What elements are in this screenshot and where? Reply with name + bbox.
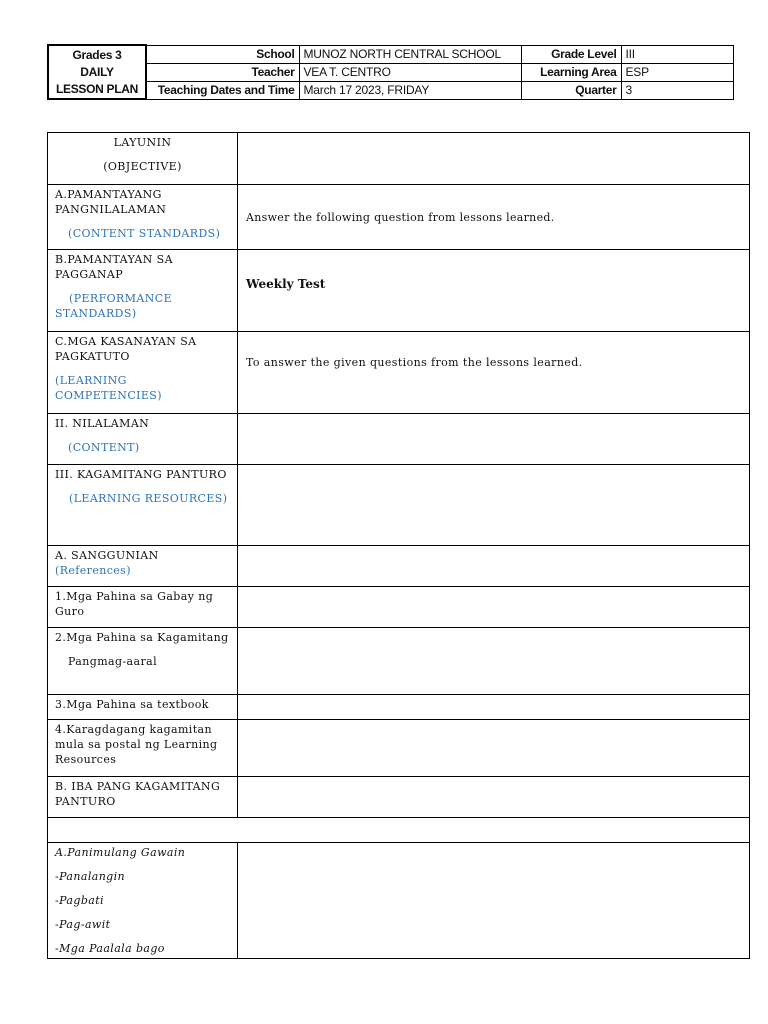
table-row: [48, 843, 750, 959]
textbook-value: [238, 695, 750, 720]
resources-subtitle: (LEARNING RESOURCES): [69, 492, 228, 505]
content-cell: [48, 414, 238, 465]
quarter-label: Quarter: [521, 81, 621, 99]
grade-level-value: III: [621, 45, 733, 63]
table-row: [48, 185, 750, 250]
teacher-value: VEA T. CENTRO: [299, 63, 521, 81]
school-label: School: [146, 45, 299, 63]
kagamitan-value: [238, 628, 750, 695]
resources-cell: [48, 465, 238, 546]
kagamitan-title: 2.Mga Pahina sa Kagamitang: [55, 631, 229, 644]
content-subtitle: (CONTENT): [68, 441, 140, 454]
panimulang-item: -Pagbati: [55, 894, 104, 907]
kagamitan-subtitle: Pangmag-aaral: [68, 655, 157, 668]
table-row: [48, 465, 750, 546]
lesson-plan-table: [47, 132, 750, 959]
karagdagang-title: 4.Karagdagang kagamitan mula sa postal ng Learning Resources: [55, 723, 218, 766]
table-row: [48, 628, 750, 695]
references-title: A. SANGGUNIAN: [55, 549, 159, 562]
content-value: [238, 414, 750, 465]
table-row: [48, 587, 750, 628]
quarter-value: 3: [621, 81, 733, 99]
table-row: [48, 133, 750, 185]
table-row: [48, 414, 750, 465]
learning-area-value: ESP: [621, 63, 733, 81]
table-row: [48, 250, 750, 332]
objective-cell: [48, 133, 238, 185]
panimulang-value: [238, 843, 750, 959]
karagdagang-cell: [48, 720, 238, 777]
table-row: [48, 720, 750, 777]
table-row: [48, 332, 750, 414]
content-standards-cell: [48, 185, 238, 250]
objective-subtitle: (OBJECTIVE): [103, 160, 182, 173]
content-standards-title: A.PAMANTAYANG PANGNILALAMAN: [55, 188, 167, 216]
panimulang-cell: [48, 843, 238, 959]
teacher-label: Teacher: [146, 63, 299, 81]
guro-cell: [48, 587, 238, 628]
resources-title: III. KAGAMITANG PANTURO: [55, 468, 227, 481]
competencies-subtitle: (LEARNING COMPETENCIES): [55, 374, 162, 402]
competencies-value: To answer the given questions from the lessons learned.: [238, 332, 750, 414]
panimulang-title: A.Panimulang Gawain: [55, 846, 186, 859]
content-standards-subtitle: (CONTENT STANDARDS): [68, 227, 221, 240]
performance-standards-value: Weekly Test: [246, 277, 326, 291]
table-row: [48, 546, 750, 587]
textbook-cell: [48, 695, 238, 720]
competencies-title: C.MGA KASANAYAN SA PAGKATUTO: [55, 335, 197, 363]
objective-value: [238, 133, 750, 185]
references-cell: [48, 546, 238, 587]
objective-title: LAYUNIN: [113, 136, 172, 149]
learning-area-label: Learning Area: [521, 63, 621, 81]
references-subtitle: (References): [55, 564, 131, 577]
spacer-row: [48, 818, 750, 843]
competencies-cell: [48, 332, 238, 414]
performance-standards-cell: [48, 250, 238, 332]
teaching-dates-label: Teaching Dates and Time: [146, 81, 299, 99]
content-standards-value: Answer the following question from lessons learned.: [238, 185, 750, 250]
panimulang-item: -Panalangin: [55, 870, 126, 883]
content-title: II. NILALAMAN: [55, 417, 150, 430]
references-value: [238, 546, 750, 587]
textbook-title: 3.Mga Pahina sa textbook: [55, 698, 209, 711]
panimulang-item: -Mga Paalala bago: [55, 942, 165, 955]
guro-value: [238, 587, 750, 628]
grade-level-label: Grade Level: [521, 45, 621, 63]
lesson-plan-title: Grades 3 DAILY LESSON PLAN: [48, 45, 146, 99]
school-value: MUNOZ NORTH CENTRAL SCHOOL: [299, 45, 521, 63]
guro-title: 1.Mga Pahina sa Gabay ng Guro: [55, 590, 214, 618]
iba-pang-title: B. IBA PANG KAGAMITANG PANTURO: [55, 780, 221, 808]
table-row: [48, 777, 750, 818]
panimulang-item: -Pag-awit: [55, 918, 111, 931]
karagdagang-value: [238, 720, 750, 777]
performance-standards-value-cell: [238, 250, 750, 332]
iba-pang-cell: [48, 777, 238, 818]
resources-value: [238, 465, 750, 546]
performance-standards-title: B.PAMANTAYAN SA PAGGANAP: [55, 253, 173, 281]
performance-standards-subtitle: (PERFORMANCE STANDARDS): [55, 292, 173, 320]
kagamitan-cell: [48, 628, 238, 695]
table-row: [48, 695, 750, 720]
teaching-dates-value: March 17 2023, FRIDAY: [299, 81, 521, 99]
header-table: [47, 44, 734, 100]
table-row: [48, 818, 750, 843]
iba-pang-value: [238, 777, 750, 818]
